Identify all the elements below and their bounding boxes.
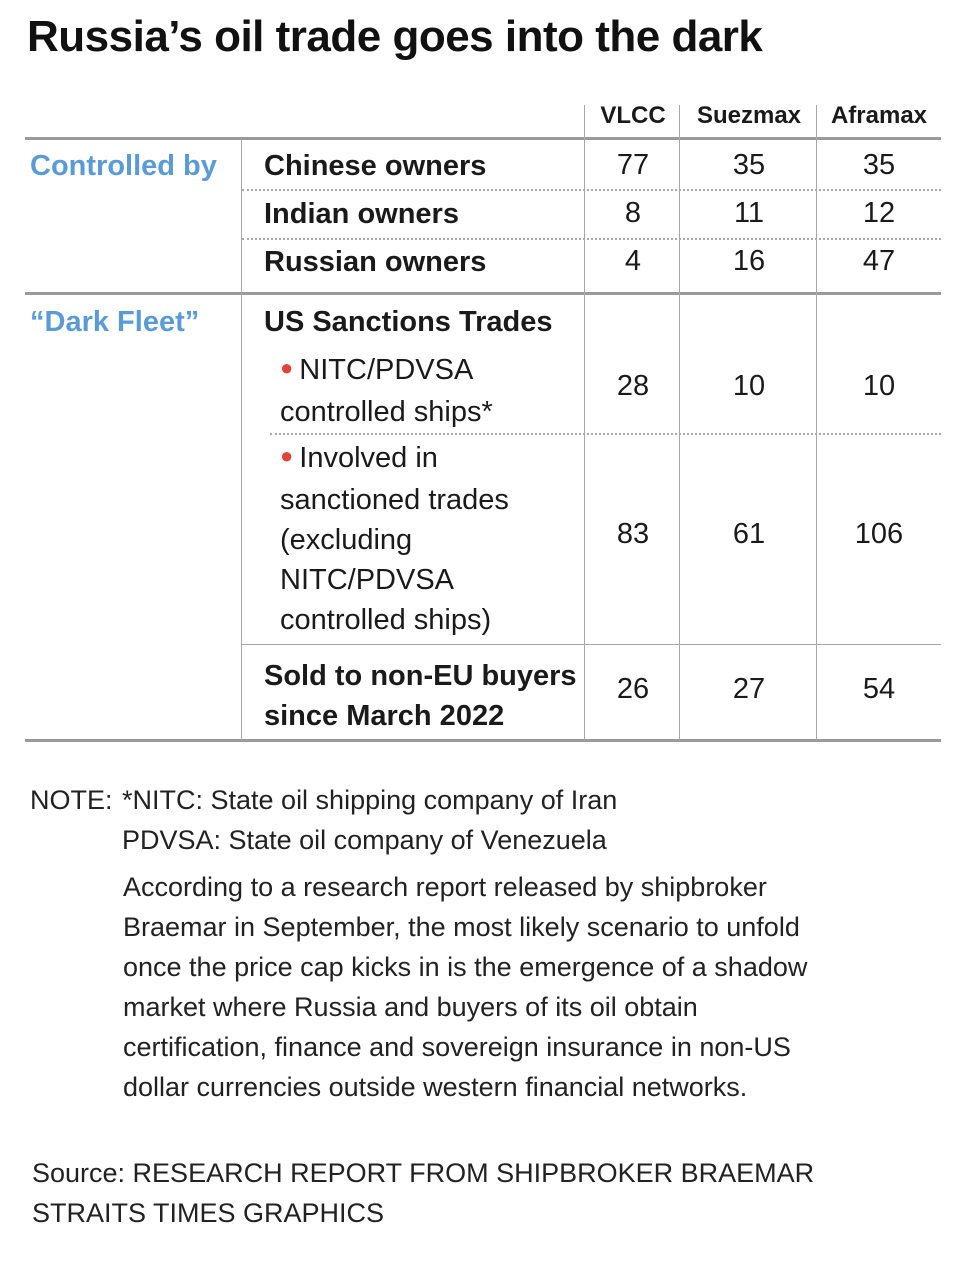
section-label-controlled-by: Controlled by (30, 150, 217, 182)
section-label-dark-fleet: “Dark Fleet” (30, 306, 200, 338)
column-header-vlcc: VLCC (600, 102, 666, 129)
row-divider-rule (242, 644, 941, 645)
table-cell: 16 (732, 245, 766, 277)
column-header-aframax: Aframax (830, 102, 928, 129)
table-cell: 106 (854, 518, 904, 550)
table-cell: 35 (732, 149, 766, 181)
table-cell: 83 (616, 518, 650, 550)
table-cell: 26 (616, 673, 650, 705)
table-cell: 10 (732, 370, 766, 402)
table-cell: 8 (624, 197, 642, 229)
source-line: Source: RESEARCH REPORT FROM SHIPBROKER BRAEMAR (32, 1158, 815, 1188)
row-separator (242, 189, 941, 191)
table-cell: 47 (862, 245, 896, 277)
row-label-sold-non-eu: Sold to non-EU buyers since March 2022 (264, 660, 577, 732)
table-cell: 77 (616, 149, 650, 181)
bullet-icon: ● (280, 355, 294, 380)
table-cell: 61 (732, 518, 766, 550)
row-label-sanctioned-trades: ● Involved in sanctioned trades (excluding NITC/PDVSA controlled ships) (280, 442, 509, 636)
table-cell: 4 (624, 245, 642, 277)
table-bottom-rule (25, 739, 941, 742)
chart-title: Russia’s oil trade goes into the dark (27, 12, 763, 61)
row-label-chinese-owners: Chinese owners (264, 150, 487, 182)
row-label-nitc-pdvsa: ● NITC/PDVSA controlled ships* (280, 354, 493, 428)
table-top-rule (25, 137, 941, 140)
note-line-nitc: *NITC: State oil shipping company of Iran (122, 785, 618, 815)
column-rule (241, 139, 242, 740)
table-cell: 28 (616, 370, 650, 402)
row-label-indian-owners: Indian owners (264, 198, 459, 230)
row-separator (242, 238, 941, 240)
bullet-icon: ● (280, 443, 294, 468)
note-line-pdvsa: PDVSA: State oil company of Venezuela (122, 825, 607, 855)
note-label: NOTE: (30, 785, 113, 815)
table-cell: 27 (732, 673, 766, 705)
table-cell: 35 (862, 149, 896, 181)
subheading-us-sanctions-trades: US Sanctions Trades (264, 306, 553, 338)
table-cell: 11 (733, 197, 765, 229)
table-cell: 54 (862, 673, 896, 705)
row-separator (270, 433, 941, 435)
section-divider-rule (25, 292, 941, 295)
column-header-suezmax: Suezmax (696, 102, 802, 129)
credit-line: STRAITS TIMES GRAPHICS (32, 1198, 385, 1228)
table-cell: 10 (862, 370, 896, 402)
column-rule (584, 105, 585, 740)
note-paragraph: According to a research report released by shipbroker Braemar in September, the most likely scenario to unfold once the price cap kicks in is the emergence of a shadow market where Russia and buyers of its oil obtain certification, finance and sovereign insurance in non-US dollar currencies outside western financial networks. (123, 872, 808, 1102)
row-label-russian-owners: Russian owners (264, 246, 487, 278)
table-cell: 12 (862, 197, 896, 229)
